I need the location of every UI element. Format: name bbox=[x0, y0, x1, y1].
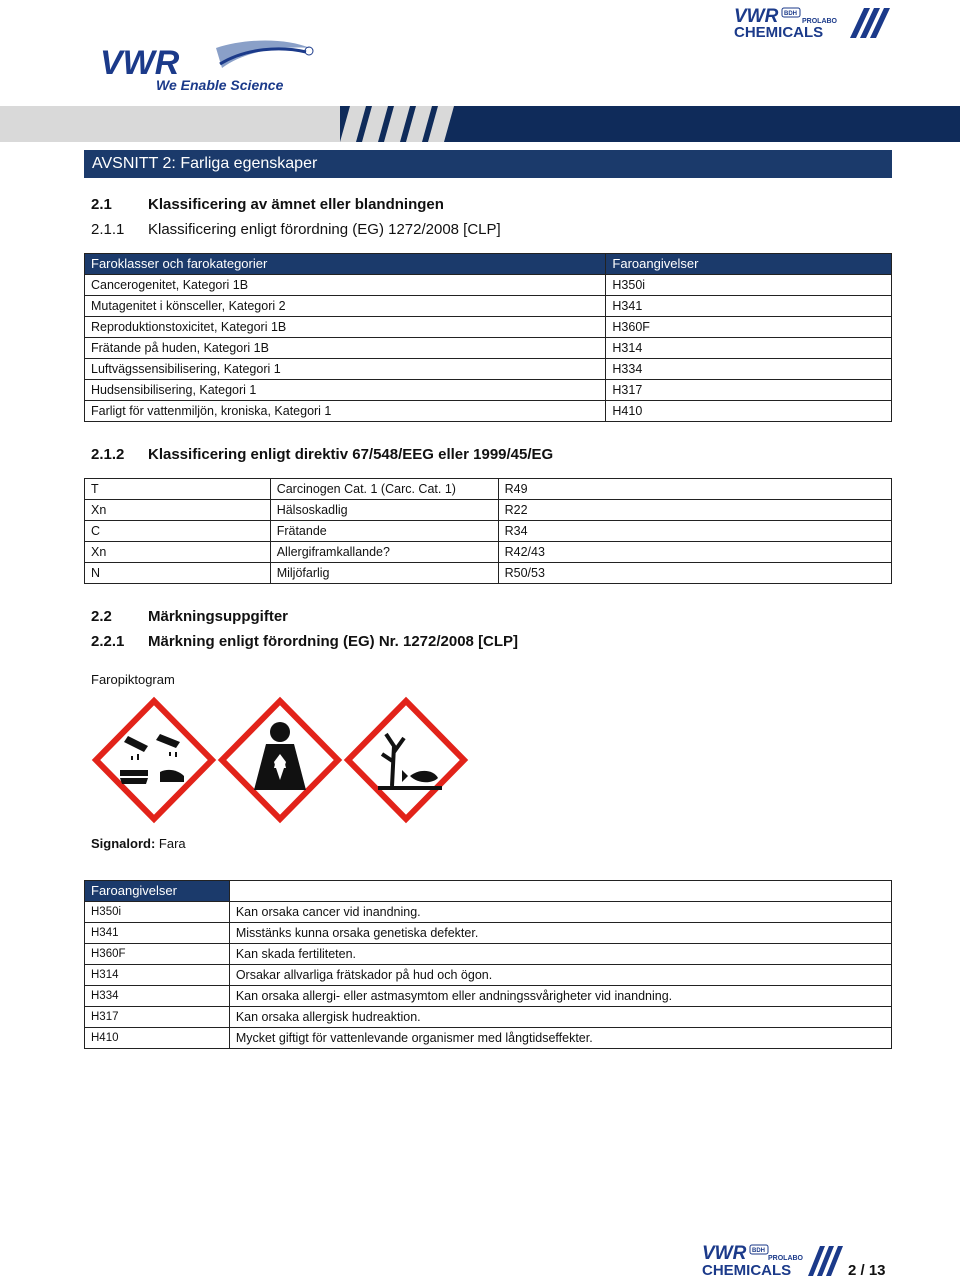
table-row bbox=[85, 902, 892, 923]
table-row bbox=[85, 923, 892, 944]
heading-text: Klassificering enligt direktiv 67/548/EEG eller 1999/45/EG bbox=[148, 446, 554, 463]
hazard-code: H341 bbox=[606, 296, 892, 317]
hazard-statement: Kan skada fertiliteten. bbox=[229, 944, 891, 965]
corrosion-icon bbox=[96, 701, 212, 819]
heading-2-2 bbox=[91, 608, 288, 625]
column-header-empty bbox=[229, 881, 891, 902]
table-row bbox=[85, 563, 892, 584]
hazard-code: H360F bbox=[606, 317, 892, 338]
environment-icon bbox=[348, 701, 464, 819]
table-row bbox=[85, 965, 892, 986]
column-header: Faroangivelser bbox=[606, 254, 892, 275]
column-header: Faroklasser och farokategorier bbox=[85, 254, 606, 275]
heading-2-1-2 bbox=[91, 446, 553, 463]
page-number: 2 / 13 bbox=[848, 1262, 886, 1279]
hazard-code: H350i bbox=[85, 902, 230, 923]
svg-text:PROLABO: PROLABO bbox=[768, 1255, 803, 1262]
table-row bbox=[85, 317, 892, 338]
heading-number: 2.1.1 bbox=[91, 221, 125, 238]
health-hazard-icon bbox=[222, 701, 338, 819]
hazard-statements-table bbox=[84, 880, 892, 1049]
svg-text:BDH: BDH bbox=[784, 11, 797, 17]
heading-number: 2.2 bbox=[91, 608, 112, 625]
heading-2-2-1 bbox=[91, 633, 518, 650]
heading-number: 2.2.1 bbox=[91, 633, 125, 650]
heading-text: Klassificering enligt förordning (EG) 1272/2008 [CLP] bbox=[148, 221, 501, 238]
svg-text:CHEMICALS: CHEMICALS bbox=[702, 1262, 792, 1278]
heading-text: Märkning enligt förordning (EG) Nr. 1272/2008 [CLP] bbox=[148, 633, 519, 650]
table-row bbox=[85, 521, 892, 542]
hazard-code: H410 bbox=[85, 1028, 230, 1049]
vwr-chemicals-logo bbox=[732, 4, 892, 40]
hazard-class: Hudsensibilisering, Kategori 1 bbox=[85, 380, 606, 401]
heading-number: 2.1.2 bbox=[91, 446, 125, 463]
svg-text:VWR: VWR bbox=[702, 1243, 747, 1264]
signal-word bbox=[91, 836, 186, 851]
symbol-cell: N bbox=[85, 563, 271, 584]
table-row bbox=[85, 479, 892, 500]
svg-text:We Enable Science: We Enable Science bbox=[156, 77, 284, 93]
table-row bbox=[85, 401, 892, 422]
table-row bbox=[85, 275, 892, 296]
description-cell: Hälsoskadlig bbox=[270, 500, 498, 521]
hazard-code: H410 bbox=[606, 401, 892, 422]
table-row bbox=[85, 542, 892, 563]
signal-word-value: Fara bbox=[158, 836, 186, 851]
table-row bbox=[85, 359, 892, 380]
description-cell: Allergiframkallande? bbox=[270, 542, 498, 563]
heading-2-1-1 bbox=[91, 221, 501, 238]
hazard-code: H341 bbox=[85, 923, 230, 944]
svg-text:BDH: BDH bbox=[752, 1248, 765, 1254]
r-phrase-cell: R34 bbox=[498, 521, 891, 542]
footer-chemicals-logo bbox=[700, 1240, 844, 1278]
symbol-cell: Xn bbox=[85, 500, 271, 521]
r-phrase-cell: R22 bbox=[498, 500, 891, 521]
symbol-cell: C bbox=[85, 521, 271, 542]
heading-text: Klassificering av ämnet eller blandningen bbox=[148, 196, 444, 213]
table-row bbox=[85, 1028, 892, 1049]
heading-number: 2.1 bbox=[91, 196, 112, 213]
hazard-statement: Kan orsaka allergi- eller astmasymtom eller andningssvårigheter vid inandning. bbox=[229, 986, 891, 1007]
hazard-class: Luftvägssensibilisering, Kategori 1 bbox=[85, 359, 606, 380]
pictogram-label: Faropiktogram bbox=[91, 672, 175, 687]
header-band-blue bbox=[340, 106, 960, 142]
hazard-statement: Misstänks kunna orsaka genetiska defekter. bbox=[229, 923, 891, 944]
hazard-code: H360F bbox=[85, 944, 230, 965]
hazard-code: H334 bbox=[85, 986, 230, 1007]
hazard-code: H334 bbox=[606, 359, 892, 380]
table-row bbox=[85, 338, 892, 359]
svg-text:VWR: VWR bbox=[734, 6, 779, 27]
table-row bbox=[85, 944, 892, 965]
hazard-class: Mutagenitet i könsceller, Kategori 2 bbox=[85, 296, 606, 317]
description-cell: Frätande bbox=[270, 521, 498, 542]
hazard-class: Cancerogenitet, Kategori 1B bbox=[85, 275, 606, 296]
section-title: AVSNITT 2: Farliga egenskaper bbox=[84, 150, 892, 178]
hazard-class: Farligt för vattenmiljön, kroniska, Kategori 1 bbox=[85, 401, 606, 422]
table-header-row bbox=[85, 254, 892, 275]
symbol-cell: Xn bbox=[85, 542, 271, 563]
description-cell: Miljöfarlig bbox=[270, 563, 498, 584]
heading-2-1 bbox=[91, 196, 444, 213]
symbol-cell: T bbox=[85, 479, 271, 500]
table-row bbox=[85, 500, 892, 521]
hazard-class: Frätande på huden, Kategori 1B bbox=[85, 338, 606, 359]
table-row bbox=[85, 296, 892, 317]
hazard-statement: Orsakar allvarliga frätskador på hud och ögon. bbox=[229, 965, 891, 986]
description-cell: Carcinogen Cat. 1 (Carc. Cat. 1) bbox=[270, 479, 498, 500]
signal-word-label: Signalord: bbox=[91, 836, 156, 851]
vwr-logo bbox=[96, 34, 326, 94]
heading-text: Märkningsuppgifter bbox=[148, 608, 289, 625]
clp-classification-table bbox=[84, 253, 892, 422]
r-phrase-cell: R42/43 bbox=[498, 542, 891, 563]
svg-text:VWR: VWR bbox=[100, 44, 180, 82]
table-row bbox=[85, 1007, 892, 1028]
table-header-row bbox=[85, 881, 892, 902]
column-header: Faroangivelser bbox=[85, 881, 230, 902]
r-phrase-cell: R50/53 bbox=[498, 563, 891, 584]
directive-classification-table bbox=[84, 478, 892, 584]
hazard-code: H317 bbox=[85, 1007, 230, 1028]
hazard-statement: Kan orsaka allergisk hudreaktion. bbox=[229, 1007, 891, 1028]
r-phrase-cell: R49 bbox=[498, 479, 891, 500]
hazard-code: H317 bbox=[606, 380, 892, 401]
hazard-code: H314 bbox=[85, 965, 230, 986]
hazard-class: Reproduktionstoxicitet, Kategori 1B bbox=[85, 317, 606, 338]
hazard-code: H314 bbox=[606, 338, 892, 359]
hazard-statement: Kan orsaka cancer vid inandning. bbox=[229, 902, 891, 923]
svg-text:PROLABO: PROLABO bbox=[802, 18, 837, 25]
pictogram-row bbox=[90, 696, 470, 826]
table-row bbox=[85, 380, 892, 401]
hazard-code: H350i bbox=[606, 275, 892, 296]
table-row bbox=[85, 986, 892, 1007]
hazard-statement: Mycket giftigt för vattenlevande organismer med långtidseffekter. bbox=[229, 1028, 891, 1049]
svg-text:CHEMICALS: CHEMICALS bbox=[734, 24, 824, 40]
